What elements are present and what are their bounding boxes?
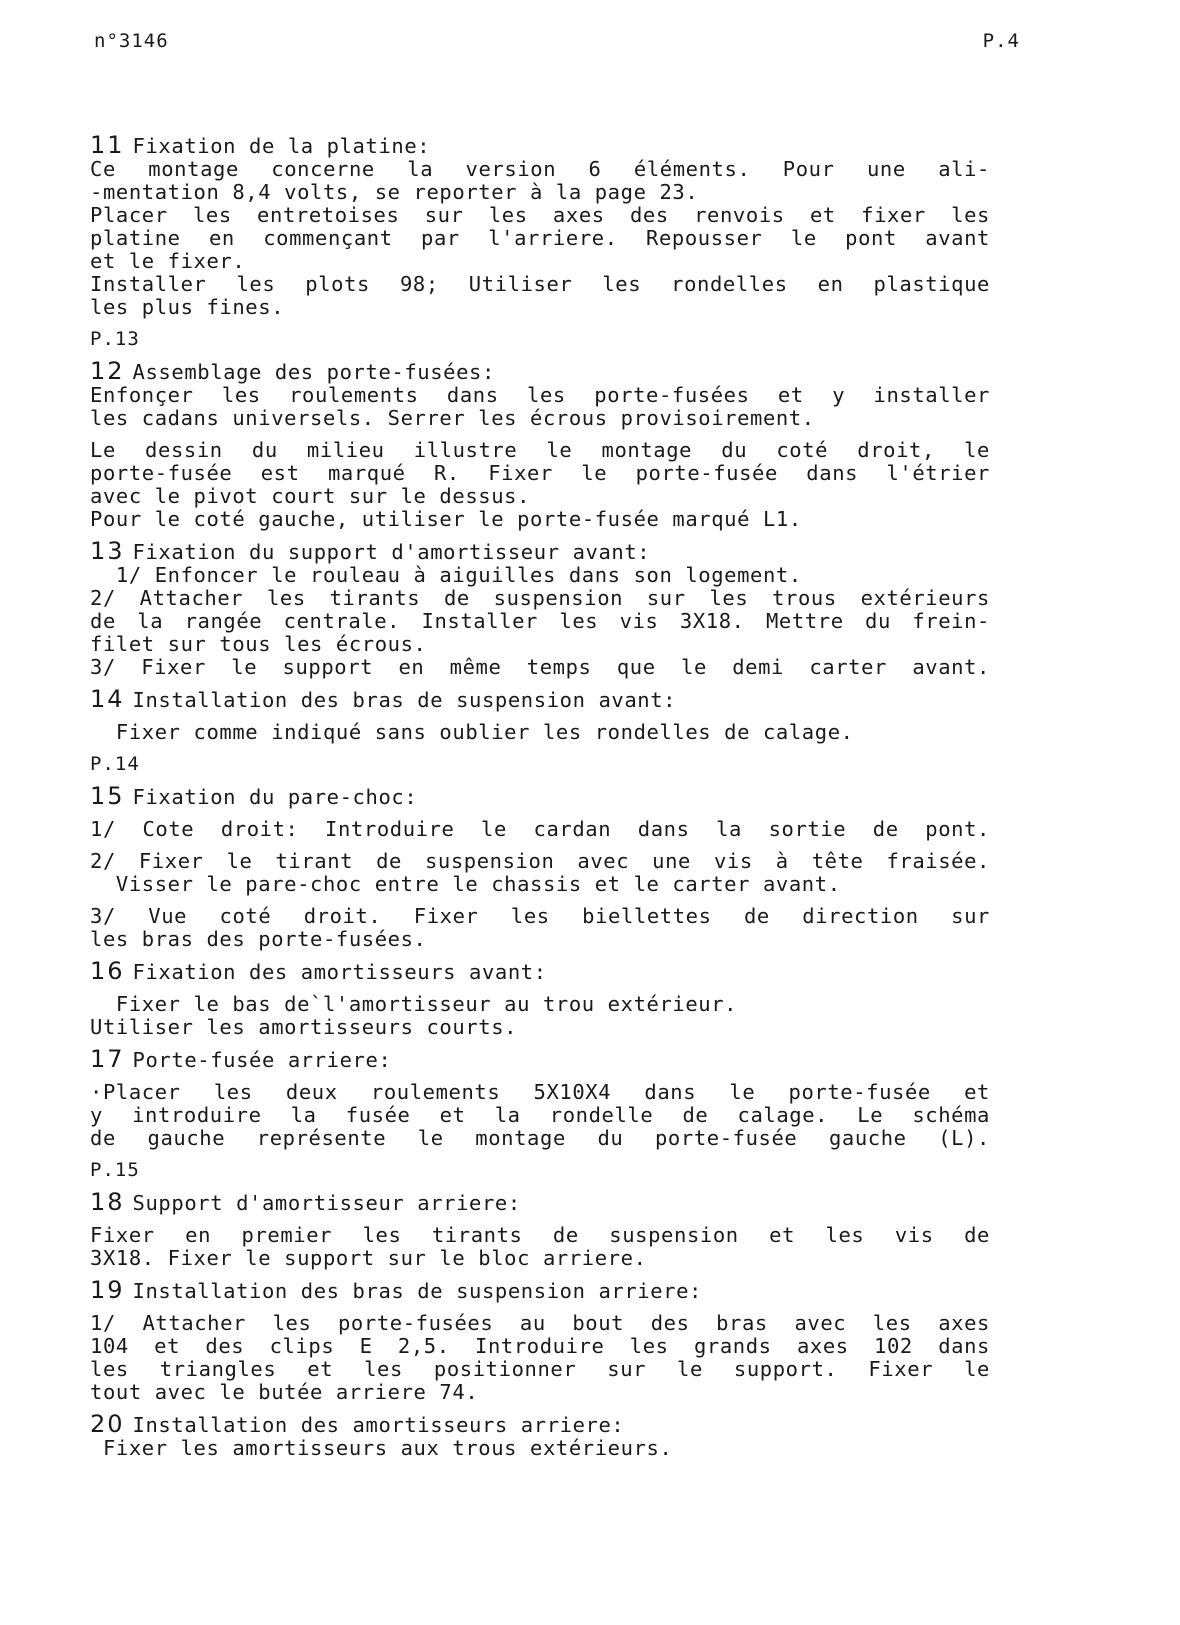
text-line: Fixer en premier les tirants de suspension et les vis de <box>90 1223 990 1247</box>
instruction-section <box>90 1410 990 1460</box>
paragraph <box>90 564 990 679</box>
page-reference: P.13 <box>90 328 140 350</box>
paragraph <box>90 850 990 896</box>
section-heading <box>90 537 990 565</box>
section-number: 15 <box>90 782 125 810</box>
paragraph <box>90 818 990 841</box>
text-line: Visser le pare-choc entre le chassis et le carter avant. <box>90 872 841 896</box>
section-heading <box>90 1188 990 1216</box>
text-line: les plus fines. <box>90 295 285 319</box>
text-line: porte-fusée est marqué R. Fixer le porte-fusée dans l'étrier <box>90 461 990 485</box>
text-line: 1/ Attacher les porte-fusées au bout des bras avec les axes <box>90 1311 990 1335</box>
section-heading <box>90 1276 990 1304</box>
text-line: 1/ Cote droit: Introduire le cardan dans la sortie de pont. <box>90 817 990 841</box>
section-title: Installation des bras de suspension arriere: <box>132 1279 702 1303</box>
instruction-section <box>90 782 990 951</box>
text-line: Ce montage concerne la version 6 éléments. Pour une ali- <box>90 157 990 181</box>
paragraph <box>90 1081 990 1150</box>
page-reference: P.15 <box>90 1159 140 1181</box>
text-line: 3/ Fixer le support en même temps que le demi carter avant. <box>90 655 990 679</box>
paragraph <box>90 1437 990 1460</box>
text-line: Placer les entretoises sur les axes des renvois et fixer les <box>90 203 990 227</box>
section-title: Installation des bras de suspension avant: <box>132 688 677 712</box>
text-line: Fixer le bas de`l'amortisseur au trou extérieur. <box>90 992 738 1016</box>
section-heading <box>90 357 990 385</box>
section-number: 11 <box>90 131 125 159</box>
instruction-section <box>90 1188 990 1270</box>
section-title: Fixation de la platine: <box>132 134 431 158</box>
section-heading <box>90 685 990 713</box>
page-reference: P.14 <box>90 753 140 775</box>
section-heading <box>90 782 990 810</box>
section-title: Fixation des amortisseurs avant: <box>132 960 547 984</box>
text-line: Fixer les amortisseurs aux trous extérieurs. <box>90 1436 673 1460</box>
paragraph <box>90 439 990 531</box>
instruction-section <box>90 685 990 744</box>
text-line: et le fixer. <box>90 249 246 273</box>
paragraph <box>90 721 990 744</box>
section-number: 13 <box>90 537 125 565</box>
text-line: tout avec le butée arriere 74. <box>90 1380 479 1404</box>
section-title: Support d'amortisseur arriere: <box>132 1191 521 1215</box>
text-line: les cadans universels. Serrer les écrous provisoirement. <box>90 406 815 430</box>
text-line: de la rangée centrale. Installer les vis 3X18. Mettre du frein- <box>90 609 990 633</box>
instruction-section <box>90 537 990 679</box>
text-line: Installer les plots 98; Utiliser les rondelles en plastique <box>90 272 990 296</box>
section-number: 16 <box>90 957 125 985</box>
section-heading <box>90 957 990 985</box>
section-title: Fixation du support d'amortisseur avant: <box>132 540 651 564</box>
text-line: Fixer comme indiqué sans oublier les rondelles de calage. <box>90 720 854 744</box>
text-line: 2/ Fixer le tirant de suspension avec une vis à tête fraisée. <box>90 849 990 873</box>
section-heading <box>90 1410 990 1438</box>
text-line: 2/ Attacher les tirants de suspension sur les trous extérieurs <box>90 586 990 610</box>
document-number: n°3146 <box>94 30 169 52</box>
text-line: y introduire la fusée et la rondelle de calage. Le schéma <box>90 1103 990 1127</box>
instruction-section <box>90 1276 990 1404</box>
text-line: -mentation 8,4 volts, se reporter à la page 23. <box>90 180 699 204</box>
section-heading <box>90 131 990 159</box>
section-number: 14 <box>90 685 125 713</box>
section-number: 20 <box>90 1410 125 1438</box>
section-title: Assemblage des porte-fusées: <box>132 360 495 384</box>
text-line: Pour le coté gauche, utiliser le porte-fusée marqué L1. <box>90 507 802 531</box>
text-line: Le dessin du milieu illustre le montage du coté droit, le <box>90 438 990 462</box>
text-line: platine en commençant par l'arriere. Repousser le pont avant <box>90 226 990 250</box>
text-line: 3X18. Fixer le support sur le bloc arriere. <box>90 1246 647 1270</box>
section-heading <box>90 1045 990 1073</box>
text-line: Enfonçer les roulements dans les porte-fusées et y installer <box>90 383 990 407</box>
section-title: Fixation du pare-choc: <box>132 785 418 809</box>
text-line: Utiliser les amortisseurs courts. <box>90 1015 518 1039</box>
instruction-section <box>90 131 990 319</box>
text-line: ·Placer les deux roulements 5X10X4 dans le porte-fusée et <box>90 1080 990 1104</box>
instruction-section <box>90 1045 990 1150</box>
section-number: 12 <box>90 357 125 385</box>
paragraph <box>90 905 990 951</box>
text-line: de gauche représente le montage du porte-fusée gauche (L). <box>90 1126 990 1150</box>
text-line: avec le pivot court sur le dessus. <box>90 484 531 508</box>
paragraph <box>90 158 990 319</box>
instruction-section <box>90 357 990 531</box>
section-number: 19 <box>90 1276 125 1304</box>
text-line: filet sur tous les écrous. <box>90 632 427 656</box>
text-line: 1/ Enfoncer le rouleau à aiguilles dans son logement. <box>90 563 802 587</box>
text-line: 104 et des clips E 2,5. Introduire les grands axes 102 dans <box>90 1334 990 1358</box>
paragraph <box>90 993 990 1039</box>
text-line: les triangles et les positionner sur le support. Fixer le <box>90 1357 990 1381</box>
page-number: P.4 <box>982 30 1020 52</box>
section-title: Installation des amortisseurs arriere: <box>132 1413 625 1437</box>
paragraph <box>90 1224 990 1270</box>
paragraph <box>90 1312 990 1404</box>
text-line: 3/ Vue coté droit. Fixer les biellettes de direction sur <box>90 904 990 928</box>
section-title: Porte-fusée arriere: <box>132 1048 392 1072</box>
document-body <box>90 131 990 1469</box>
section-number: 17 <box>90 1045 125 1073</box>
instruction-section <box>90 957 990 1039</box>
text-line: les bras des porte-fusées. <box>90 927 427 951</box>
section-number: 18 <box>90 1188 125 1216</box>
paragraph <box>90 384 990 430</box>
